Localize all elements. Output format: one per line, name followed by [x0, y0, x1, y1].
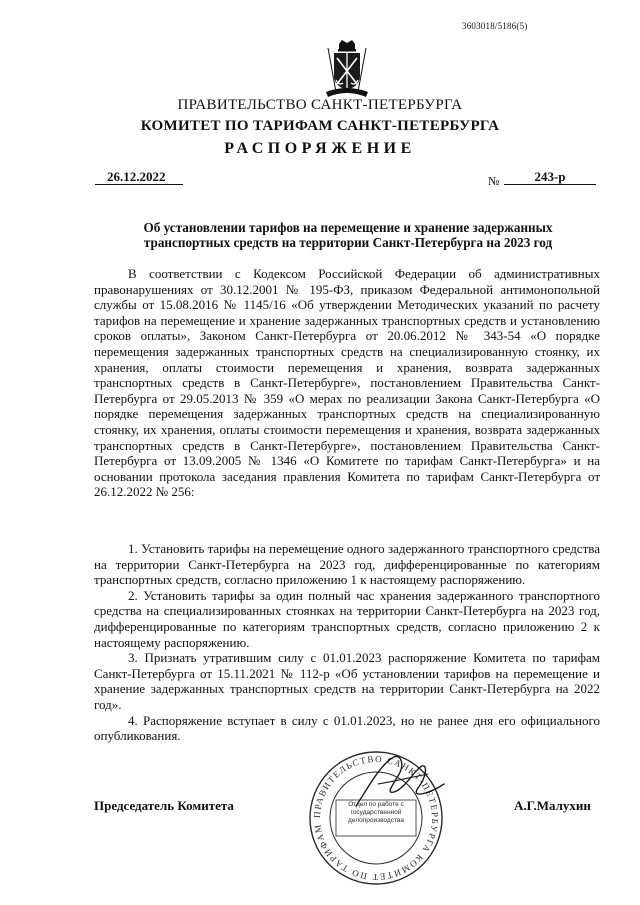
- document-type: РАСПОРЯЖЕНИЕ: [224, 140, 416, 157]
- order-item-2: 2. Установить тарифы за один полный час хранения задержанного транспортного средства на специализированных стоянках на территории Санкт-Петербурга на 2023 год, дифференцированные по категориям транспортных средств, согласно приложению 2 к настоящему распоряжению.: [94, 587, 600, 650]
- number-label: №: [488, 174, 500, 188]
- order-item-1: 1. Установить тарифы на перемещение одного задержанного транспортного средства на территории Санкт-Петербурга на 2023 год, дифференцированные по категориям транспортных средств, согласно приложению 1 к настоящему распоряжению.: [94, 541, 600, 588]
- stamp-inner-text: Отдел по работе с государственной делопроизводства: [348, 801, 404, 824]
- document-subject: Об установлении тарифов на перемещение и хранение задержанных транспортных средств на территории Санкт-Петербурга на 2023 год: [143, 220, 553, 250]
- government-title: ПРАВИТЕЛЬСТВО САНКТ-ПЕТЕРБУРГА: [177, 97, 463, 113]
- document-id: 3603018/5186(5): [462, 21, 528, 31]
- order-items: [94, 541, 600, 744]
- committee-title: КОМИТЕТ ПО ТАРИФАМ САНКТ-ПЕТЕРБУРГА: [140, 118, 500, 134]
- order-item-3: 3. Признать утратившим силу с 01.01.2023 распоряжение Комитета по тарифам Санкт-Петербурга от 15.11.2021 № 112-р «Об установлении тарифов на перемещение и хранение задержанных транспортных средств на территории Санкт-Петербурга на 2022 год».: [94, 650, 600, 712]
- preamble-paragraph: В соответствии с Кодексом Российской Федерации об административных правонарушениях от 30.12.2001 № 195-ФЗ, приказом Федеральной антимонопольной службы от 15.08.2016 № 1145/16 «Об утверждении Методических указаний по расчету тарифов на перемещение и хранение задержанных транспортных средств и установлению сроков оплаты», Законом Санкт-Петербурга от 20.06.2012 № 343-54 «О порядке перемещения задержанных транспортных средств на специализированную стоянку, их хранения, оплаты стоимости перемещения и хранения, возврата задержанных транспортных средств в Санкт-Петербурге», постановлением Правительства Санкт-Петербурга от 29.05.2013 № 359 «О мерах по реализации Закона Санкт-Петербурга «О порядке перемещения задержанных транспортных средств на специализированную стоянку, их хранения, оплаты стоимости перемещения и хранения, возврата задержанных транспортных средств в Санкт-Петербурге», постановлением Правительства Санкт-Петербурга от 13.09.2005 № 1346 «О Комитете по тарифам Санкт-Петербурга» и на основании протокола заседания правления Комитета по тарифам Санкт-Петербурга от 26.12.2022 № 256:: [94, 266, 600, 500]
- signatory-position: Председатель Комитета: [94, 798, 234, 813]
- signatory-name: А.Г.Малухин: [514, 798, 591, 813]
- stamp-ring-text: ПРАВИТЕЛЬСТВО САНКТ-ПЕТЕРБУРГА КОМИТЕТ ПО ТАРИФАМ: [311, 753, 441, 883]
- document-date: 26.12.2022: [95, 170, 183, 185]
- order-item-4: 4. Распоряжение вступает в силу с 01.01.2023, но не ранее дня его официального опубликования.: [94, 712, 600, 744]
- coat-of-arms-icon: [322, 40, 372, 98]
- document-number: 243-р: [504, 170, 596, 185]
- handwritten-signature: [348, 748, 458, 818]
